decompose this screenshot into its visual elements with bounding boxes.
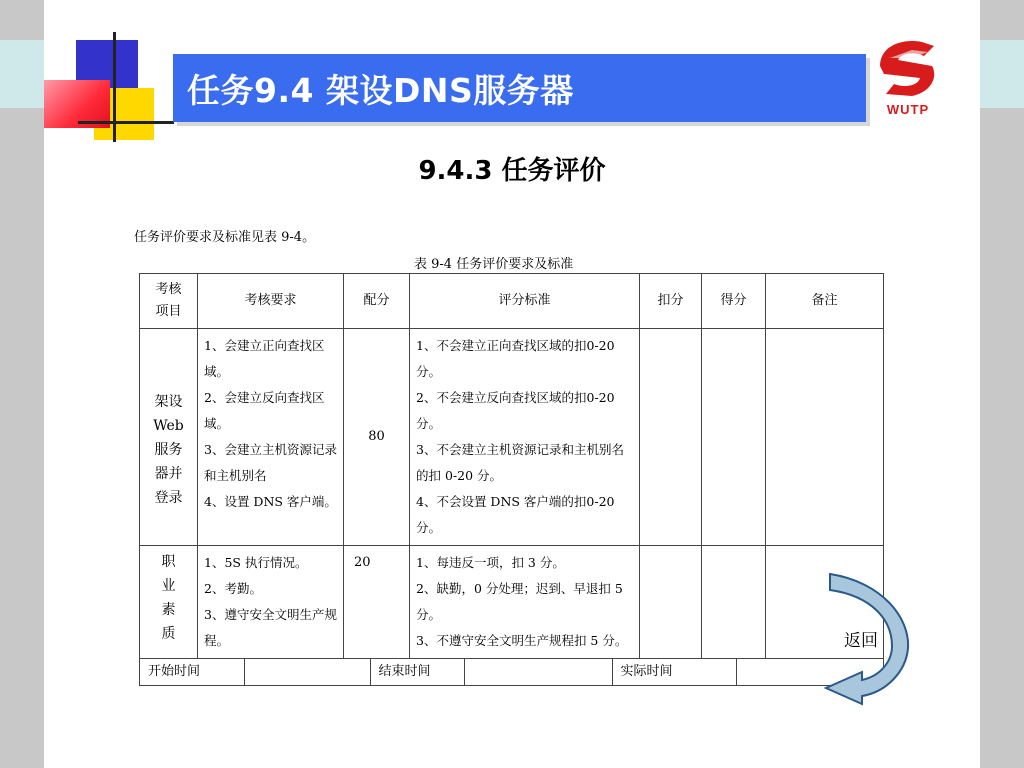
wutp-logo-icon — [872, 36, 944, 102]
header-item: 考核 项目 — [140, 274, 198, 329]
row-deduct-cell — [640, 546, 702, 659]
wutp-logo — [872, 36, 944, 122]
actual-time-label: 实际时间 — [612, 659, 736, 685]
row-score: 80 — [344, 329, 410, 546]
left-accent-band — [0, 40, 44, 108]
row-standard: 1、每违反一项，扣 3 分。 2、缺勤，0 分处理；迟到、早退扣 5 分。 3、不遵守安全文明生产规程扣 5 分。 — [410, 546, 640, 659]
back-button[interactable]: 返回 — [844, 631, 878, 651]
header-deduct: 扣分 — [640, 274, 702, 329]
row-deduct-cell — [640, 329, 702, 546]
table-caption: 表 9-4 任务评价要求及标准 — [414, 257, 574, 272]
header-note: 备注 — [766, 274, 884, 329]
decor-vertical-line — [113, 32, 116, 142]
table-header-row — [140, 274, 884, 329]
header-score: 配分 — [344, 274, 410, 329]
row-requirements: 1、5S 执行情况。 2、考勤。 3、遵守安全文明生产规程。 — [198, 546, 344, 659]
start-time-value — [244, 659, 370, 685]
title-bar — [173, 54, 866, 122]
end-time-label: 结束时间 — [370, 659, 464, 685]
end-time-value — [464, 659, 612, 685]
row-standard: 1、不会建立正向查找区域的扣0-20 分。 2、不会建立反向查找区域的扣0-20 分。 3、不会建立主机资源记录和主机别名的扣 0-20 分。 4、不会设置 DNS 客户端的扣0-20 分。 — [410, 329, 640, 546]
table-row — [140, 329, 884, 546]
table-footer-row — [140, 659, 884, 686]
header-standard: 评分标准 — [410, 274, 640, 329]
row-note-cell — [766, 329, 884, 546]
evaluation-table — [139, 273, 884, 686]
slide — [44, 0, 980, 768]
row-score: 20 — [344, 546, 410, 659]
right-accent-band — [980, 40, 1024, 108]
slide-title: 任务9.4 架设DNS服务器 — [187, 70, 574, 110]
row-item: 架设 Web 服务 器并 登录 — [140, 329, 198, 546]
intro-text: 任务评价要求及标准见表 9-4。 — [134, 230, 316, 245]
row-gain-cell — [702, 546, 766, 659]
row-item: 职 业 素 质 — [140, 546, 198, 659]
start-time-label: 开始时间 — [140, 659, 244, 685]
decor-horizontal-line — [78, 121, 174, 124]
section-subtitle: 9.4.3 任务评价 — [418, 156, 606, 186]
row-requirements: 1、会建立正向查找区域。 2、会建立反向查找区域。 3、会建立主机资源记录和主机别名 4、设置 DNS 客户端。 — [198, 329, 344, 546]
header-requirements: 考核要求 — [198, 274, 344, 329]
logo-text: WUTP — [886, 102, 930, 117]
row-gain-cell — [702, 329, 766, 546]
table-row — [140, 546, 884, 659]
header-gain: 得分 — [702, 274, 766, 329]
